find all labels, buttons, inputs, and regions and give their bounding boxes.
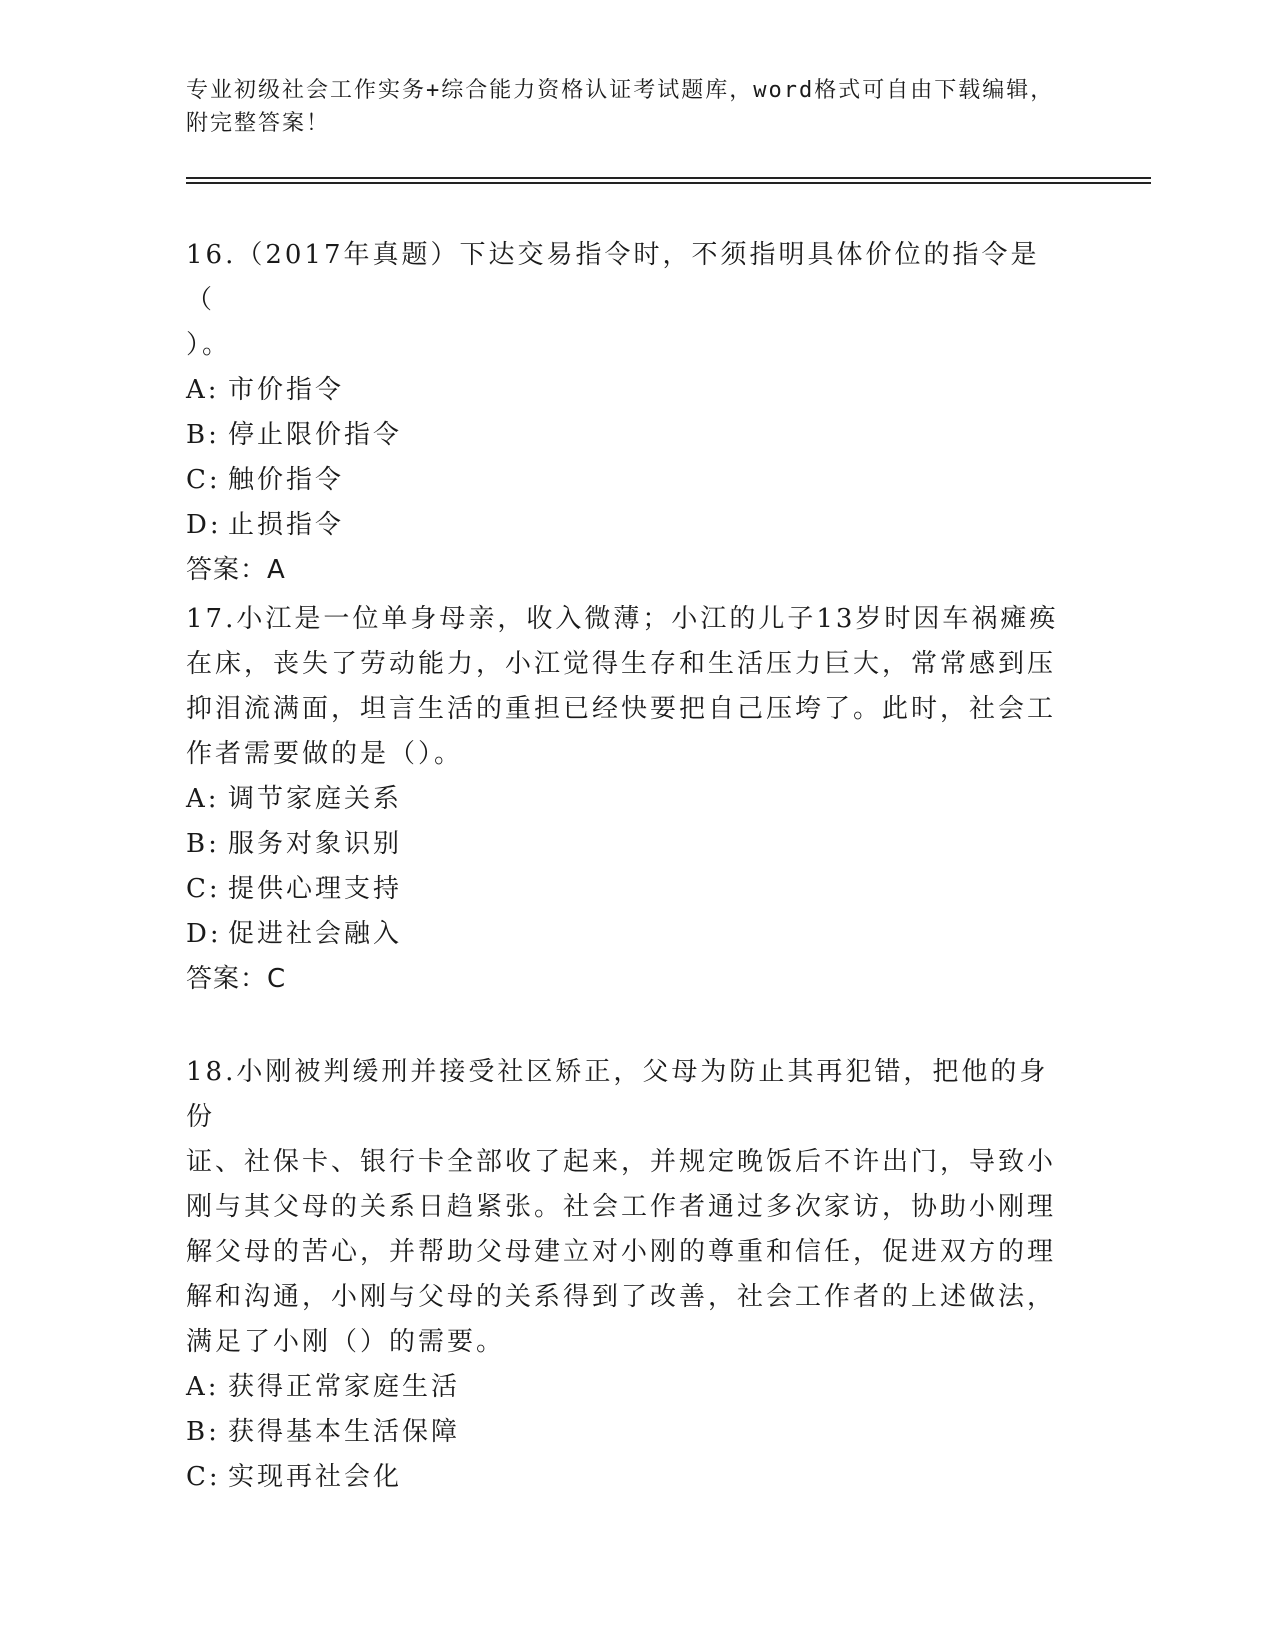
stem-line: 证、社保卡、银行卡全部收了起来，并规定晚饭后不许出门，导致小 bbox=[186, 1147, 1057, 1177]
stem-line: ）。 bbox=[186, 330, 232, 360]
option-d bbox=[186, 912, 1066, 957]
option-key: D: bbox=[186, 510, 222, 540]
header-divider-bottom bbox=[186, 182, 1151, 184]
stem-line: 在床，丧失了劳动能力，小江觉得生存和生活压力巨大，常常感到压 bbox=[186, 649, 1057, 679]
option-b bbox=[186, 822, 1066, 867]
stem-line: 18.小刚被判缓刑并接受社区矫正，父母为防止其再犯错，把他的身份 bbox=[186, 1057, 1049, 1132]
option-text: 提供心理支持 bbox=[228, 874, 403, 904]
option-key: B: bbox=[186, 420, 220, 450]
option-key: C: bbox=[186, 874, 221, 904]
question-17 bbox=[186, 597, 1066, 1002]
stem-line: 17.小江是一位单身母亲，收入微薄；小江的儿子13岁时因车祸瘫痪 bbox=[186, 604, 1059, 634]
option-b bbox=[186, 413, 1066, 458]
option-key: B: bbox=[186, 829, 220, 859]
question-stem bbox=[186, 597, 1066, 777]
option-key: C: bbox=[186, 465, 221, 495]
question-18 bbox=[186, 1050, 1066, 1500]
stem-line: 解和沟通，小刚与父母的关系得到了改善，社会工作者的上述做法， bbox=[186, 1282, 1057, 1312]
option-a bbox=[186, 777, 1066, 822]
stem-line: 抑泪流满面，坦言生活的重担已经快要把自己压垮了。此时，社会工 bbox=[186, 694, 1057, 724]
option-c bbox=[186, 867, 1066, 912]
option-key: A: bbox=[186, 375, 220, 405]
option-a bbox=[186, 1365, 1066, 1410]
option-text: 市价指令 bbox=[228, 375, 345, 405]
option-text: 触价指令 bbox=[228, 465, 345, 495]
stem-line: 作者需要做的是（）。 bbox=[186, 739, 464, 769]
option-d bbox=[186, 503, 1066, 548]
option-key: D: bbox=[186, 919, 222, 949]
stem-line: 满足了小刚（）的需要。 bbox=[186, 1327, 506, 1357]
option-text: 获得基本生活保障 bbox=[228, 1417, 461, 1447]
header-line-2: 附完整答案！ bbox=[186, 111, 331, 136]
document-header bbox=[186, 74, 1086, 140]
question-stem bbox=[186, 1050, 1066, 1365]
option-a bbox=[186, 368, 1066, 413]
option-text: 止损指令 bbox=[228, 510, 345, 540]
option-text: 调节家庭关系 bbox=[228, 784, 403, 814]
answer-line: 答案：C bbox=[186, 964, 287, 994]
stem-line: 刚与其父母的关系日趋紧张。社会工作者通过多次家访，协助小刚理 bbox=[186, 1192, 1057, 1222]
option-c bbox=[186, 458, 1066, 503]
option-key: A: bbox=[186, 1372, 220, 1402]
option-c bbox=[186, 1455, 1066, 1500]
option-text: 获得正常家庭生活 bbox=[228, 1372, 461, 1402]
answer-line: 答案：A bbox=[186, 555, 286, 585]
option-text: 实现再社会化 bbox=[228, 1462, 403, 1492]
header-divider-top bbox=[186, 177, 1151, 179]
option-key: C: bbox=[186, 1462, 221, 1492]
question-stem bbox=[186, 233, 1066, 368]
option-key: A: bbox=[186, 784, 220, 814]
option-b bbox=[186, 1410, 1066, 1455]
stem-line: 解父母的苦心，并帮助父母建立对小刚的尊重和信任，促进双方的理 bbox=[186, 1237, 1057, 1267]
option-key: B: bbox=[186, 1417, 220, 1447]
option-text: 服务对象识别 bbox=[228, 829, 403, 859]
stem-line: 16.（2017年真题）下达交易指令时，不须指明具体价位的指令是（ bbox=[186, 240, 1040, 315]
header-line-1: 专业初级社会工作实务+综合能力资格认证考试题库，word格式可自由下载编辑， bbox=[186, 78, 1055, 103]
option-text: 促进社会融入 bbox=[228, 919, 403, 949]
question-16 bbox=[186, 233, 1066, 593]
option-text: 停止限价指令 bbox=[228, 420, 403, 450]
